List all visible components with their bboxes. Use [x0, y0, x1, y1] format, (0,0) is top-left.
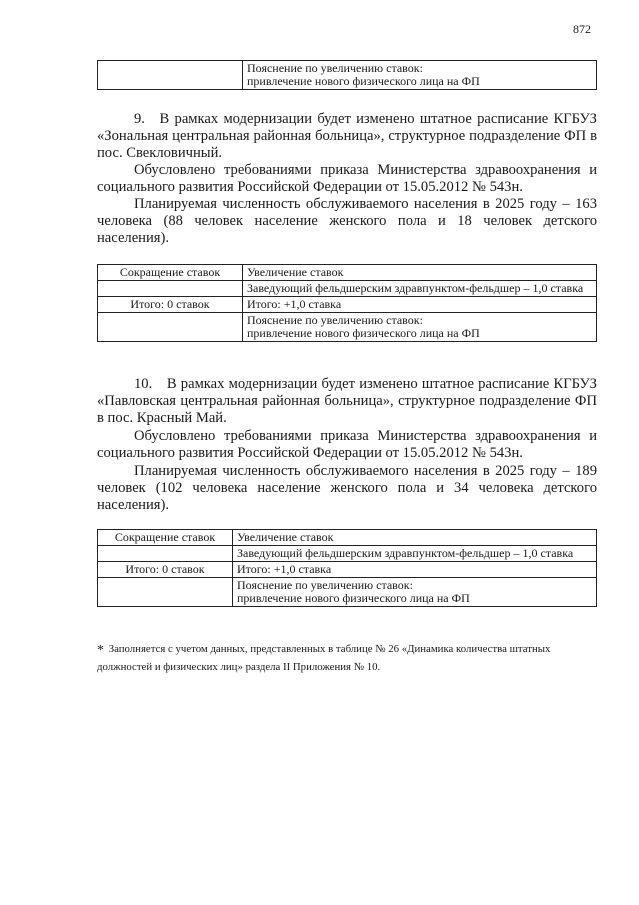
footnote-text: Заполняется с учетом данных, представленных в таблице № 26 «Динамика количества штатных должностей и физических лиц» раздела II Приложения № 10. [97, 643, 551, 673]
table-cell-empty [98, 281, 243, 297]
table-row [98, 546, 597, 562]
explanation-text: привлечение нового физического лица на ФП [247, 326, 480, 340]
explanation-text: привлечение нового физического лица на ФП [237, 591, 470, 605]
section9-paragraph-1: 9. В рамках модернизации будет изменено штатное расписание КГБУЗ «Зональная центральная районная больница», структурное подразделение ФП в пос. Свекловичный. [97, 111, 597, 161]
section9-paragraph-2: Обусловлено требованиями приказа Министерства здравоохранения и социального развития Российской Федерации от 15.05.2012 № 543н. [97, 162, 597, 195]
table-row [98, 281, 597, 297]
col-reduction-header: Сокращение ставок [98, 530, 233, 546]
table-row [98, 578, 597, 607]
position-cell [233, 546, 597, 562]
section9-staff-table [97, 264, 597, 342]
explanation-title: Пояснение по увеличению ставок: [247, 313, 423, 327]
position-text: Заведующий фельдшерским здравпунктом-фельдшер – 1,0 ставка [247, 281, 584, 295]
footnote-star: * [97, 643, 104, 658]
table-cell-empty [98, 313, 243, 342]
section10-paragraph-1: 10. В рамках модернизации будет изменено штатное расписание КГБУЗ «Павловская центральная районная больница», структурное подразделение ФП в пос. Красный Май. [97, 376, 597, 426]
total-reduction: Итого: 0 ставок [98, 297, 243, 313]
table-cell-empty [98, 578, 233, 607]
col-increase-header: Увеличение ставок [243, 265, 597, 281]
explanation-title: Пояснение по увеличению ставок: [247, 61, 423, 75]
explanation-title: Пояснение по увеличению ставок: [237, 578, 413, 592]
total-increase: Итого: +1,0 ставка [233, 562, 597, 578]
table-cell-empty [98, 61, 243, 90]
total-increase: Итого: +1,0 ставка [243, 297, 597, 313]
col-increase-header: Увеличение ставок [233, 530, 597, 546]
explanation-text: привлечение нового физического лица на ФП [247, 74, 480, 88]
section9-paragraph-3: Планируемая численность обслуживаемого населения в 2025 году – 163 человека (88 человек население женского пола и 18 человек детского населения). [97, 196, 597, 246]
position-cell [243, 281, 597, 297]
table-row [98, 265, 597, 281]
explanation-cell [243, 61, 597, 90]
table-row [98, 297, 597, 313]
table-row [98, 530, 597, 546]
table-continuation [97, 60, 597, 90]
section10-paragraph-3: Планируемая численность обслуживаемого населения в 2025 году – 189 человек (102 человека население женского пола и 34 человека детского населения). [97, 463, 597, 513]
position-text: Заведующий фельдшерским здравпунктом-фельдшер – 1,0 ставка [237, 546, 574, 560]
section10-paragraph-2: Обусловлено требованиями приказа Министерства здравоохранения и социального развития Российской Федерации от 15.05.2012 № 543н. [97, 428, 597, 461]
page-number: 872 [573, 22, 591, 36]
section10-staff-table [97, 529, 597, 607]
total-reduction: Итого: 0 ставок [98, 562, 233, 578]
col-reduction-header: Сокращение ставок [98, 265, 243, 281]
explanation-cell [243, 313, 597, 342]
table-row [98, 313, 597, 342]
footnote [97, 641, 602, 676]
table-cell-empty [98, 546, 233, 562]
explanation-cell [233, 578, 597, 607]
table-row [98, 562, 597, 578]
